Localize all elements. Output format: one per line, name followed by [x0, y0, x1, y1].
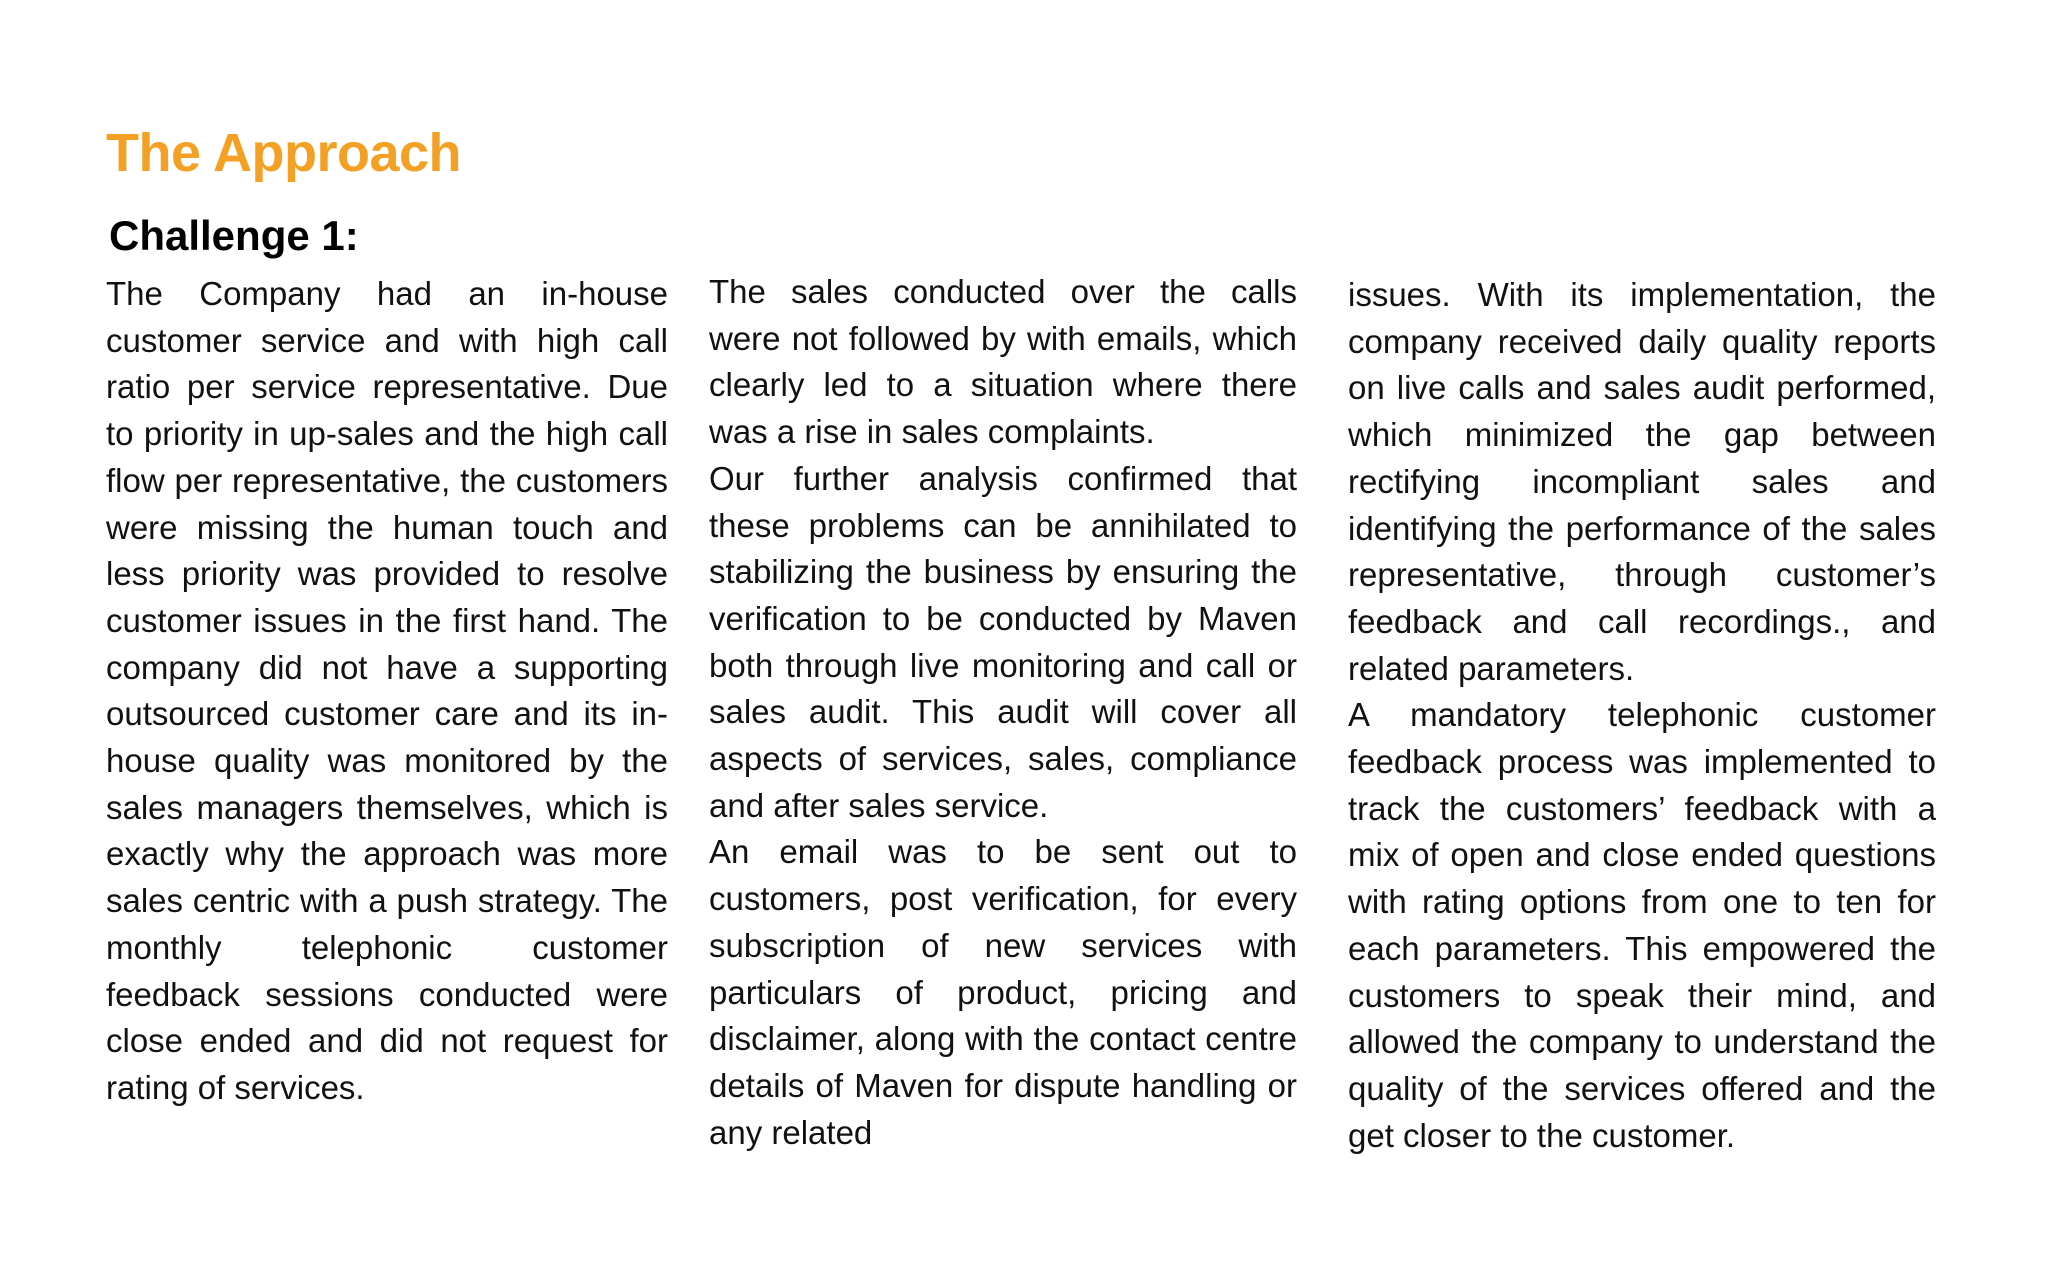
text-column-1	[106, 271, 668, 1203]
column-2-paragraph-1: The sales conducted over the calls were not followed by with emails, which clearly led to a situation where there was a rise in sales complaints.	[709, 273, 1297, 451]
text-column-2	[709, 269, 1297, 1201]
column-2-paragraph-3: An email was to be sent out to customers, post verification, for every subscription of new services with particulars of product, pricing and disclaimer, along with the contact centre details of Maven for dispute handling or any related	[709, 833, 1297, 1151]
column-2-paragraph-2: Our further analysis confirmed that these problems can be annihilated to stabilizing the business by ensuring the verification to be conducted by Maven both through live monitoring and call or sales audit. This audit will cover all aspects of services, sales, compliance and after sales service.	[709, 459, 1297, 824]
text-column-3	[1348, 272, 1936, 1204]
column-1-paragraph-1: The Company had an in-house customer service and with high call ratio per service representative. Due to priority in up-sales and the high call flow per representative, the customers were missing the human touch and less priority was provided to resolve customer issues in the first hand. The company did not have a supporting outsourced customer care and its in-house quality was monitored by the sales managers themselves, which is exactly why the approach was more sales centric with a push strategy. The monthly telephonic customer feedback sessions conducted were close ended and did not request for rating of services.	[106, 275, 668, 1106]
challenge-heading: Challenge 1:	[109, 212, 359, 259]
column-3-paragraph-2: A mandatory telephonic customer feedback process was implemented to track the customers’ feedback with a mix of open and close ended questions with rating options from one to ten for each parameters. This empowered the customers to speak their mind, and allowed the company to understand the quality of the services offered and the get closer to the customer.	[1348, 696, 1936, 1154]
column-3-paragraph-1: issues. With its implementation, the company received daily quality reports on live calls and sales audit performed, which minimized the gap between rectifying incompliant sales and identifying the performance of the sales representative, through customer’s feedback and call recordings., and related parameters.	[1348, 276, 1936, 687]
section-title: The Approach	[106, 123, 462, 183]
